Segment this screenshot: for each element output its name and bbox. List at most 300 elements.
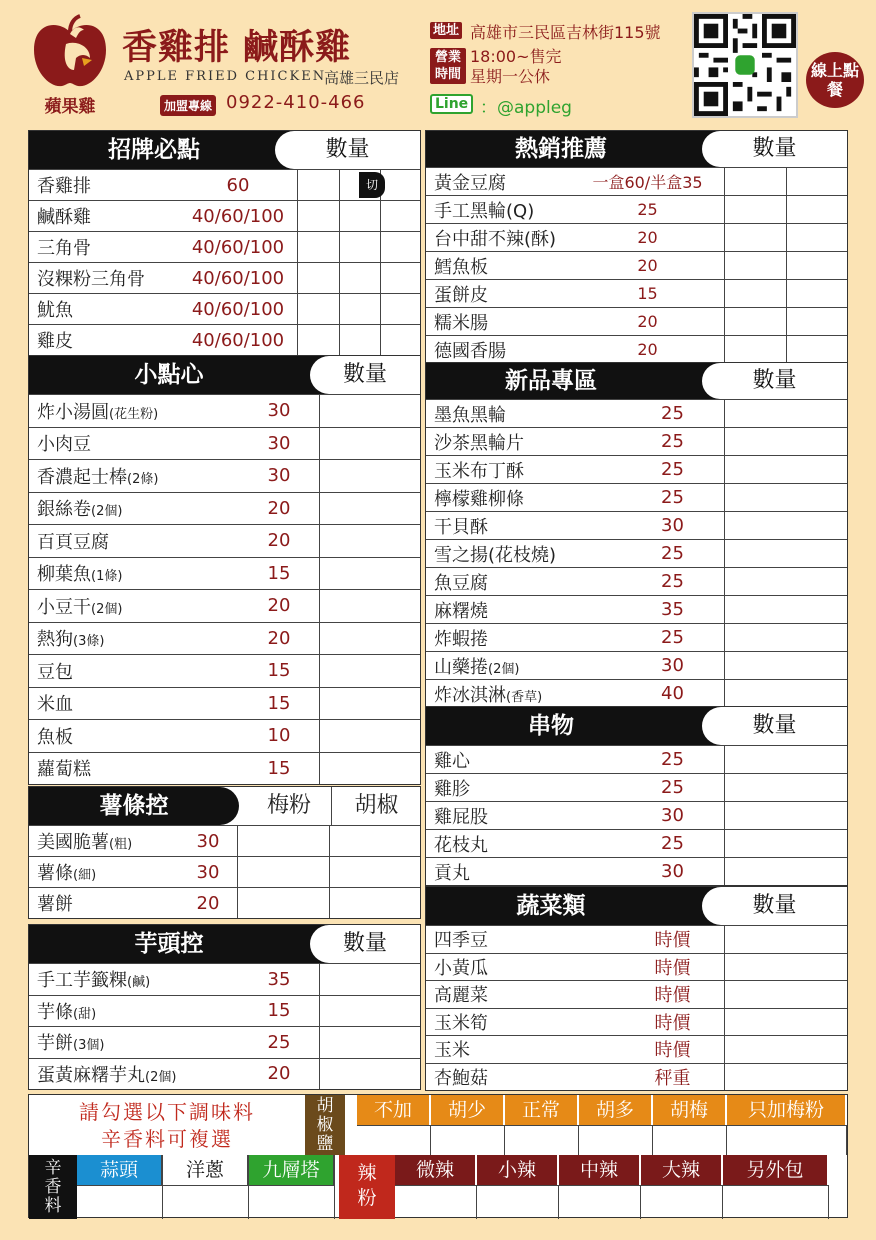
option-checkbox[interactable]: [579, 1125, 653, 1155]
item-name: [426, 775, 621, 801]
qty-cell[interactable]: [237, 826, 329, 856]
item-note: (2條): [127, 471, 159, 487]
qty-cell[interactable]: [339, 232, 380, 262]
menu-row: [426, 1063, 847, 1091]
qty-cell[interactable]: [724, 981, 847, 1008]
qty-cell[interactable]: [724, 512, 847, 539]
qty-cell[interactable]: [297, 325, 339, 355]
item-label: 銀絲卷: [37, 499, 91, 521]
item-label: 黃金豆腐: [434, 172, 506, 194]
item-price: 15: [267, 660, 291, 682]
menu-row: [426, 953, 847, 981]
item-price: 20: [267, 595, 291, 617]
qty-cell[interactable]: [319, 1059, 420, 1090]
item-name: [426, 954, 621, 980]
qty-cell[interactable]: [786, 168, 847, 195]
option-label: 另外包: [723, 1155, 829, 1185]
menu-row: [426, 773, 847, 801]
item-label: 芋餅: [37, 1033, 73, 1055]
menu-row: [426, 195, 847, 223]
item-label: 炸冰淇淋: [434, 684, 506, 706]
item-label: 豆包: [37, 661, 73, 683]
item-note: (3個): [73, 1038, 105, 1054]
item-price: 30: [661, 655, 684, 676]
qty-header: 數量: [310, 356, 420, 394]
section-header: [29, 131, 420, 169]
item-label: 魚板: [37, 726, 73, 748]
menu-row: [29, 169, 420, 200]
option-label: 小辣: [477, 1155, 559, 1185]
qty-cell[interactable]: [329, 857, 420, 887]
qty-cell[interactable]: [380, 170, 420, 200]
qty-cell[interactable]: [786, 336, 847, 363]
item-price: 20: [637, 340, 658, 359]
menu-row: [426, 679, 847, 707]
item-name: [426, 253, 571, 279]
option-label: 九層塔: [249, 1155, 335, 1185]
item-price: 35: [267, 968, 291, 990]
qty-cell[interactable]: [319, 996, 420, 1027]
menu-row: [29, 293, 420, 324]
item-price: 15: [267, 692, 291, 714]
qty-cell[interactable]: [724, 596, 847, 623]
item-name: [426, 981, 621, 1007]
qty-header: 數量: [702, 363, 847, 399]
option-checkbox[interactable]: [249, 1185, 335, 1219]
item-label: 沒粿粉三角骨: [37, 269, 145, 290]
item-name: [426, 281, 571, 307]
qty-cell[interactable]: [724, 680, 847, 707]
item-name: [426, 225, 571, 251]
option-checkbox[interactable]: [723, 1185, 829, 1219]
menu-row: [426, 651, 847, 679]
option-label: 微辣: [395, 1155, 477, 1185]
item-label: 檸檬雞柳條: [434, 488, 524, 510]
qty-cell[interactable]: [786, 224, 847, 251]
menu-row: [29, 622, 420, 655]
qty-cell[interactable]: [724, 456, 847, 483]
item-label: 高麗菜: [434, 985, 488, 1007]
item-name: [426, 859, 621, 885]
qty-cell[interactable]: [329, 888, 420, 918]
qty-cell[interactable]: [380, 294, 420, 324]
item-name: [29, 463, 239, 489]
item-price: 35: [661, 599, 684, 620]
seasoning-section: [28, 1094, 848, 1218]
item-label: 糯米腸: [434, 312, 488, 334]
item-price: 15: [267, 1000, 291, 1022]
item-name: [426, 401, 621, 427]
item-price: 時價: [654, 1012, 691, 1034]
online-order-badge[interactable]: 線上點餐: [806, 52, 864, 108]
item-price: 30: [661, 861, 684, 882]
item-note: (2個): [488, 661, 520, 677]
item-name: [29, 1029, 239, 1055]
item-price: 10: [267, 725, 291, 747]
item-price: 25: [661, 459, 684, 480]
menu-row: [426, 251, 847, 279]
item-name: [29, 296, 179, 322]
item-name: [426, 597, 621, 623]
item-name: [426, 541, 621, 567]
menu-row: [29, 557, 420, 590]
item-name: [29, 203, 179, 229]
qty-cell[interactable]: [339, 263, 380, 293]
item-name: [29, 327, 179, 353]
item-price: 40/60/100: [191, 267, 285, 289]
qty-cell[interactable]: [339, 201, 380, 231]
hours-closed: 星期一公休: [470, 67, 551, 86]
option-checkbox[interactable]: [641, 1185, 723, 1219]
qty-cell[interactable]: [297, 263, 339, 293]
item-price: 15: [637, 284, 658, 303]
item-price: 20: [637, 312, 658, 331]
qty-cell[interactable]: [724, 624, 847, 651]
item-name: [29, 690, 239, 716]
qty-cell[interactable]: [786, 308, 847, 335]
qty-cell[interactable]: [724, 802, 847, 829]
menu-row: [426, 455, 847, 483]
franchise-label: 加盟專線: [160, 95, 216, 116]
item-price: 30: [196, 830, 220, 852]
qty-cell[interactable]: [724, 540, 847, 567]
menu-row: [29, 995, 420, 1027]
item-name: [426, 569, 621, 595]
qty-cell[interactable]: [319, 428, 420, 460]
qty-cell[interactable]: [724, 400, 847, 427]
qty-cell[interactable]: [380, 232, 420, 262]
cut-option-label: 切: [359, 172, 385, 198]
item-label: 香雞排: [37, 176, 91, 197]
qty-cell[interactable]: [724, 568, 847, 595]
item-label: 蛋餅皮: [434, 284, 488, 306]
qty-cell[interactable]: [380, 201, 420, 231]
option-checkbox[interactable]: [395, 1185, 477, 1219]
item-label: 雞心: [434, 750, 470, 772]
item-label: 魚豆腐: [434, 572, 488, 594]
qty-cell[interactable]: [319, 655, 420, 687]
qty-cell[interactable]: [297, 232, 339, 262]
qty-cell[interactable]: [724, 308, 786, 335]
item-label: 雞胗: [434, 778, 470, 800]
qty-cell[interactable]: [724, 1064, 847, 1091]
qty-cell[interactable]: [339, 294, 380, 324]
menu-row: [29, 887, 420, 918]
option-checkbox[interactable]: [653, 1125, 727, 1155]
item-price: 30: [267, 400, 291, 422]
item-name: [29, 398, 239, 424]
item-name: [426, 197, 571, 223]
item-price: 30: [661, 515, 684, 536]
item-label: 鱈魚板: [434, 256, 488, 278]
qty-cell[interactable]: [237, 888, 329, 918]
option-checkbox[interactable]: [477, 1185, 559, 1219]
qty-cell[interactable]: [380, 325, 420, 355]
menu-row: [426, 829, 847, 857]
item-label: 魷魚: [37, 300, 73, 321]
item-note: (2個): [91, 504, 123, 520]
qty-cell[interactable]: [724, 954, 847, 981]
item-label: 沙茶黑輪片: [434, 432, 524, 454]
menu-row: [29, 262, 420, 293]
qty-header: 數量: [275, 131, 420, 169]
section-header: [29, 925, 420, 963]
menu-row: [29, 492, 420, 525]
item-price: 25: [661, 833, 684, 854]
item-price: 25: [637, 200, 658, 219]
menu-row: [29, 394, 420, 427]
option-checkbox[interactable]: [77, 1185, 163, 1219]
item-label: 薯條: [37, 863, 73, 884]
qty-cell[interactable]: [380, 263, 420, 293]
item-price: 25: [661, 749, 684, 770]
item-price: 時價: [654, 957, 691, 979]
qty-cell[interactable]: [319, 753, 420, 785]
qty-cell[interactable]: [724, 484, 847, 511]
option-checkbox[interactable]: [357, 1125, 431, 1155]
menu-row: [29, 324, 420, 355]
fries-section: [28, 786, 421, 919]
line-label: Line: [430, 94, 473, 114]
qty-cell[interactable]: [319, 558, 420, 590]
qty-cell[interactable]: [319, 623, 420, 655]
menu-row: [29, 200, 420, 231]
brand-english: APPLE FRIED CHICKEN: [124, 69, 327, 84]
item-label: 杏鮑菇: [434, 1067, 488, 1089]
qr-code-icon[interactable]: [692, 12, 798, 118]
pepper-salt-label: 胡椒鹽: [305, 1095, 345, 1155]
item-label: 香濃起士棒: [37, 466, 127, 488]
option-label: 不加: [357, 1095, 431, 1125]
item-name: [426, 485, 621, 511]
option-label: 胡多: [579, 1095, 653, 1125]
menu-row: [29, 1058, 420, 1090]
brand-name: 蘋果雞: [44, 97, 96, 117]
item-name: [426, 803, 621, 829]
item-label: 百頁豆腐: [37, 531, 109, 553]
menu-row: [29, 231, 420, 262]
item-label: 薯餅: [37, 894, 73, 915]
item-name: [426, 681, 621, 707]
item-price: 30: [196, 861, 220, 883]
item-price: 20: [637, 228, 658, 247]
item-label: 玉米: [434, 1040, 470, 1062]
item-name: [29, 890, 179, 916]
qty-cell[interactable]: [724, 830, 847, 857]
qty-cell[interactable]: [724, 336, 786, 363]
seasoning-note-line-2: 辛香料可複選: [101, 1127, 233, 1151]
item-label: 柳葉魚: [37, 564, 91, 586]
item-price: 20: [267, 497, 291, 519]
item-label: 熱狗: [37, 629, 73, 651]
item-name: [29, 625, 239, 651]
qty-cell[interactable]: [724, 652, 847, 679]
item-name: [426, 1036, 621, 1062]
menu-row: [29, 963, 420, 995]
menu-row: [426, 745, 847, 773]
brand-title: 香雞排 鹹酥雞: [122, 28, 352, 68]
item-label: 四季豆: [434, 930, 488, 952]
item-price: 時價: [654, 1040, 691, 1062]
qty-cell[interactable]: [297, 170, 339, 200]
qty-cell[interactable]: [786, 280, 847, 307]
qty-cell[interactable]: [786, 252, 847, 279]
item-price: 40/60/100: [191, 329, 285, 351]
qty-cell[interactable]: [724, 1009, 847, 1036]
item-price: 25: [661, 627, 684, 648]
line-id[interactable]: ：@appleg: [480, 98, 572, 118]
item-price: 30: [267, 465, 291, 487]
menu-row: [29, 589, 420, 622]
qty-cell[interactable]: [724, 280, 786, 307]
seasoning-note-line-1: 請勾選以下調味料: [79, 1100, 255, 1124]
menu-row: [426, 167, 847, 195]
qty-cell[interactable]: [319, 720, 420, 752]
item-price: 30: [267, 432, 291, 454]
menu-row: [426, 980, 847, 1008]
item-price: 60: [226, 174, 250, 196]
qty-cell[interactable]: [319, 525, 420, 557]
section-header: [426, 363, 847, 399]
qty-cell[interactable]: [724, 774, 847, 801]
section-header: [426, 131, 847, 167]
qty-cell[interactable]: [329, 826, 420, 856]
qty-cell[interactable]: [724, 252, 786, 279]
qty-cell[interactable]: [319, 1027, 420, 1058]
item-name: [29, 560, 239, 586]
item-label: 手工黑輪(Q): [434, 200, 535, 222]
section-header: [426, 707, 847, 745]
pepper-header: 胡椒: [331, 787, 421, 825]
option-checkbox[interactable]: [505, 1125, 579, 1155]
menu-row: [426, 427, 847, 455]
item-label: 玉米筍: [434, 1012, 488, 1034]
item-label: 米血: [37, 694, 73, 716]
menu-row: [426, 307, 847, 335]
item-name: [426, 169, 571, 195]
qty-cell[interactable]: [724, 1036, 847, 1063]
spice-label: 辛香料: [29, 1155, 77, 1219]
item-name: [426, 457, 621, 483]
item-label: 鹹酥雞: [37, 207, 91, 228]
option-label: 中辣: [559, 1155, 641, 1185]
item-price: 20: [637, 256, 658, 275]
item-label: 貢丸: [434, 862, 470, 884]
item-price: 秤重: [654, 1067, 691, 1089]
item-name: [29, 430, 239, 456]
item-price: 時價: [654, 930, 691, 952]
item-name: [426, 1064, 621, 1090]
qty-cell[interactable]: [724, 926, 847, 953]
item-price: 25: [661, 431, 684, 452]
item-name: [29, 723, 239, 749]
hours-open: 18:00~售完: [470, 47, 562, 66]
item-name: [29, 755, 239, 781]
qty-cell[interactable]: [319, 493, 420, 525]
vegetable-section: [425, 886, 848, 1091]
qty-cell[interactable]: [339, 325, 380, 355]
menu-row: [426, 857, 847, 885]
item-label: 干貝酥: [434, 516, 488, 538]
option-checkbox[interactable]: [431, 1125, 505, 1155]
item-label: 小黃瓜: [434, 957, 488, 979]
qty-cell[interactable]: [724, 168, 786, 195]
item-name: [29, 265, 179, 291]
item-label: 雪之揚(花枝燒): [434, 544, 557, 566]
item-price: 一盒60/半盒35: [592, 173, 703, 192]
qty-cell[interactable]: [319, 688, 420, 720]
qty-cell[interactable]: [297, 294, 339, 324]
section-title: 招牌必點: [108, 137, 200, 163]
qty-cell[interactable]: [319, 964, 420, 995]
qty-cell[interactable]: [297, 201, 339, 231]
item-price: 25: [661, 777, 684, 798]
item-name: [426, 1009, 621, 1035]
menu-row: [29, 752, 420, 785]
option-label: 大辣: [641, 1155, 723, 1185]
menu-row: [426, 539, 847, 567]
qty-cell[interactable]: [319, 395, 420, 427]
item-price: 25: [661, 571, 684, 592]
menu-row: [29, 856, 420, 887]
item-name: [29, 495, 239, 521]
hot-section: [425, 130, 848, 364]
new-section: [425, 362, 848, 708]
qty-cell[interactable]: [319, 590, 420, 622]
qty-cell[interactable]: [724, 428, 847, 455]
section-title: 熱銷推薦: [515, 136, 607, 162]
qty-cell[interactable]: [724, 224, 786, 251]
qty-cell[interactable]: [786, 196, 847, 223]
section-title: 小點心: [134, 362, 204, 388]
qty-cell[interactable]: [724, 746, 847, 773]
menu-row: [426, 483, 847, 511]
qty-cell[interactable]: [724, 858, 847, 885]
item-name: [426, 429, 621, 455]
franchise-phone[interactable]: 0922-410-466: [226, 92, 366, 113]
apple-logo-icon: [30, 14, 110, 90]
item-name: [426, 309, 571, 335]
item-label: 蘿蔔糕: [37, 759, 91, 781]
item-label: 手工芋籤粿: [37, 970, 127, 992]
option-checkbox[interactable]: [163, 1185, 249, 1219]
menu-row: [29, 459, 420, 492]
section-header: [29, 356, 420, 394]
qty-cell[interactable]: [237, 857, 329, 887]
menu-row: [426, 925, 847, 953]
option-label: 胡少: [431, 1095, 505, 1125]
qty-header: 數量: [310, 925, 420, 963]
item-note: (鹹): [127, 975, 151, 991]
item-price: 30: [661, 805, 684, 826]
qty-cell[interactable]: [319, 460, 420, 492]
option-checkbox[interactable]: [727, 1125, 847, 1155]
qty-cell[interactable]: [724, 196, 786, 223]
item-label: 三角骨: [37, 238, 91, 259]
option-checkbox[interactable]: [559, 1185, 641, 1219]
item-price: 25: [661, 543, 684, 564]
item-name: [426, 513, 621, 539]
section-title: 蔬菜類: [516, 893, 586, 919]
business-hours: [470, 47, 562, 87]
item-label: 芋條: [37, 1001, 73, 1023]
item-name: [29, 998, 239, 1024]
item-name: [29, 234, 179, 260]
section-title: 新品專區: [505, 368, 597, 394]
item-label: 麻糬燒: [434, 600, 488, 622]
item-price: 40/60/100: [191, 236, 285, 258]
item-note: (甜): [73, 1006, 97, 1022]
